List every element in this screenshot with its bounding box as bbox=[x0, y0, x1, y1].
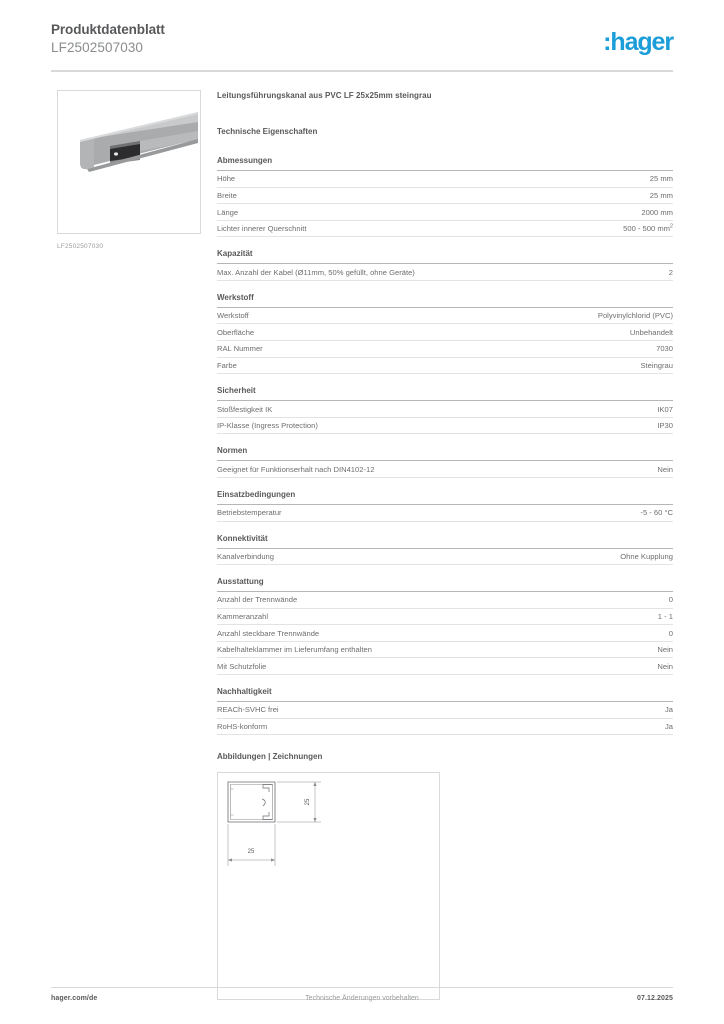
spec-row-label: RAL Nummer bbox=[217, 344, 263, 354]
spec-section bbox=[217, 576, 673, 675]
spec-row bbox=[217, 609, 673, 626]
drawings-section bbox=[217, 751, 673, 1000]
trunking-cross-section-drawing bbox=[218, 773, 441, 1001]
spec-row-label: Geeignet für Funktionserhalt nach DIN4102-12 bbox=[217, 464, 375, 474]
spec-row bbox=[217, 188, 673, 205]
spec-section-header: Einsatzbedingungen bbox=[217, 489, 673, 505]
spec-row-value bbox=[633, 208, 673, 217]
spec-row-value bbox=[661, 268, 673, 277]
spec-row-label: Max. Anzahl der Kabel (Ø11mm, 50% gefüllt, ohne Geräte) bbox=[217, 267, 415, 277]
spec-row-label: Breite bbox=[217, 190, 237, 200]
spec-row bbox=[217, 658, 673, 675]
spec-row-value bbox=[622, 328, 673, 337]
spec-row-value-text: Steingrau bbox=[640, 361, 673, 371]
spec-row-value bbox=[657, 705, 673, 714]
spec-row-label: REACh-SVHC frei bbox=[217, 705, 279, 715]
spec-sections-container bbox=[217, 155, 673, 735]
spec-row-value bbox=[661, 595, 673, 604]
spec-section-header: Ausstattung bbox=[217, 576, 673, 592]
spec-section bbox=[217, 686, 673, 735]
spec-row-value-text: 2000 mm bbox=[641, 207, 673, 217]
spec-section bbox=[217, 489, 673, 522]
footer-website-link[interactable]: hager.com/de bbox=[51, 995, 98, 1002]
page-header bbox=[51, 22, 673, 70]
page-footer bbox=[51, 995, 673, 1009]
spec-row-value bbox=[649, 465, 673, 474]
spec-row-label: Höhe bbox=[217, 174, 236, 184]
spec-section bbox=[217, 248, 673, 281]
spec-row-value-text: 25 mm bbox=[649, 190, 673, 200]
spec-row-value-text: 2 bbox=[668, 267, 673, 277]
dimension-height-label: 25 bbox=[305, 798, 311, 806]
spec-row-label: Kanalverbindung bbox=[217, 551, 274, 561]
spec-row-label: Anzahl der Trennwände bbox=[217, 595, 298, 605]
spec-row-label: Kabelhalteklammer im Lieferumfang enthalten bbox=[217, 645, 372, 655]
page-title: Produktdatenblatt bbox=[51, 22, 165, 37]
spec-row-value-text: IP30 bbox=[657, 421, 673, 431]
spec-row-label: RoHS-konform bbox=[217, 721, 268, 731]
spec-section-header: Kapazität bbox=[217, 248, 673, 264]
spec-row bbox=[217, 264, 673, 281]
spec-row bbox=[217, 625, 673, 642]
spec-row bbox=[217, 324, 673, 341]
spec-row-label: Betriebstemperatur bbox=[217, 508, 282, 518]
product-photo-caption: LF2502507030 bbox=[57, 243, 104, 250]
spec-row bbox=[217, 358, 673, 375]
spec-row-value-text: Polyvinylchlorid (PVC) bbox=[597, 311, 673, 321]
spec-row-value bbox=[661, 629, 673, 638]
spec-row bbox=[217, 592, 673, 609]
spec-row bbox=[217, 719, 673, 736]
spec-row-label: Mit Schutzfolie bbox=[217, 661, 267, 671]
spec-row-value-text: Ja bbox=[664, 721, 673, 731]
spec-row bbox=[217, 461, 673, 478]
spec-row-value-text: -5 - 60 °C bbox=[640, 508, 673, 518]
spec-row bbox=[217, 341, 673, 358]
spec-row-value-text: Nein bbox=[657, 661, 673, 671]
spec-section bbox=[217, 155, 673, 237]
dimension-width-label: 25 bbox=[247, 849, 255, 856]
spec-section bbox=[217, 385, 673, 434]
footer-disclaimer: Technische Änderungen vorbehalten bbox=[305, 995, 419, 1002]
spec-row-label: Oberfläche bbox=[217, 327, 255, 337]
spec-row-value bbox=[615, 224, 673, 233]
spec-row-value bbox=[650, 612, 673, 621]
spec-row-value bbox=[590, 311, 673, 320]
spec-row-label: Länge bbox=[217, 207, 239, 217]
product-photo bbox=[57, 90, 201, 234]
spec-section bbox=[217, 292, 673, 374]
spec-row bbox=[217, 401, 673, 418]
spec-row bbox=[217, 204, 673, 221]
spec-row bbox=[217, 171, 673, 188]
spec-section-header: Nachhaltigkeit bbox=[217, 686, 673, 702]
cable-trunking-illustration bbox=[58, 91, 201, 234]
spec-row-label: Stoßfestigkeit IK bbox=[217, 404, 273, 414]
spec-row-value-text: 500 - 500 mm bbox=[623, 224, 670, 234]
spec-row-value bbox=[642, 174, 673, 183]
spec-row-value bbox=[612, 552, 673, 561]
logo-colon-icon: : bbox=[603, 28, 611, 56]
spec-row bbox=[217, 549, 673, 566]
footer-date: 07.12.2025 bbox=[636, 995, 673, 1002]
spec-row bbox=[217, 308, 673, 325]
title-block bbox=[51, 22, 165, 56]
spec-row-value bbox=[642, 191, 673, 200]
technical-properties-title: Technische Eigenschaften bbox=[217, 127, 318, 136]
product-name: Leitungsführungskanal aus PVC LF 25x25mm steingrau bbox=[217, 91, 432, 100]
spec-row-value bbox=[649, 405, 673, 414]
spec-row-label: Farbe bbox=[217, 361, 237, 371]
spec-section-header: Normen bbox=[217, 445, 673, 461]
spec-row-value-text: 0 bbox=[668, 595, 673, 605]
hager-logo bbox=[603, 28, 673, 56]
spec-row-label: Kammeranzahl bbox=[217, 612, 269, 622]
spec-row-value-superscript: 2 bbox=[670, 223, 673, 230]
spec-row-value bbox=[649, 662, 673, 671]
spec-row-value-text: 0 bbox=[668, 628, 673, 638]
spec-row-value-text: Nein bbox=[657, 464, 673, 474]
spec-row-value-text: Ohne Kupplung bbox=[620, 551, 673, 561]
technical-drawing-box bbox=[217, 772, 440, 1000]
spec-row-value bbox=[649, 645, 673, 654]
spec-row bbox=[217, 221, 673, 238]
spec-row-value-text: 7030 bbox=[656, 344, 673, 354]
spec-row bbox=[217, 642, 673, 659]
spec-section-header: Sicherheit bbox=[217, 385, 673, 401]
spec-row-label: Anzahl steckbare Trennwände bbox=[217, 628, 320, 638]
spec-row-value bbox=[657, 722, 673, 731]
spec-section bbox=[217, 533, 673, 566]
spec-row bbox=[217, 702, 673, 719]
footer-divider bbox=[51, 987, 673, 988]
spec-row bbox=[217, 418, 673, 435]
spec-row-label: Werkstoff bbox=[217, 311, 249, 321]
spec-row-value-text: Unbehandelt bbox=[629, 327, 673, 337]
spec-section-header: Konnektivität bbox=[217, 533, 673, 549]
product-reference: LF2502507030 bbox=[51, 40, 144, 55]
drawings-title: Abbildungen | Zeichnungen bbox=[217, 752, 323, 762]
spec-row-value-text: IK07 bbox=[657, 404, 673, 414]
spec-row-value-text: Nein bbox=[657, 645, 673, 655]
spec-section bbox=[217, 445, 673, 478]
spec-row-value bbox=[648, 344, 673, 353]
spec-row-value-text: 25 mm bbox=[649, 174, 673, 184]
spec-row-label: Lichter innerer Querschnitt bbox=[217, 224, 307, 234]
spec-row bbox=[217, 505, 673, 522]
spec-row-value bbox=[632, 361, 673, 370]
specifications-content bbox=[217, 90, 673, 1000]
spec-row-value bbox=[649, 421, 673, 430]
spec-row-value-text: 1 - 1 bbox=[657, 612, 673, 622]
spec-row-value-text: Ja bbox=[664, 705, 673, 715]
spec-row-label: IP-Klasse (Ingress Protection) bbox=[217, 421, 318, 431]
logo-wordmark: hager bbox=[610, 28, 673, 56]
header-divider bbox=[51, 70, 673, 72]
spec-section-header: Abmessungen bbox=[217, 155, 673, 171]
spec-row-value bbox=[632, 508, 673, 517]
spec-section-header: Werkstoff bbox=[217, 292, 673, 308]
